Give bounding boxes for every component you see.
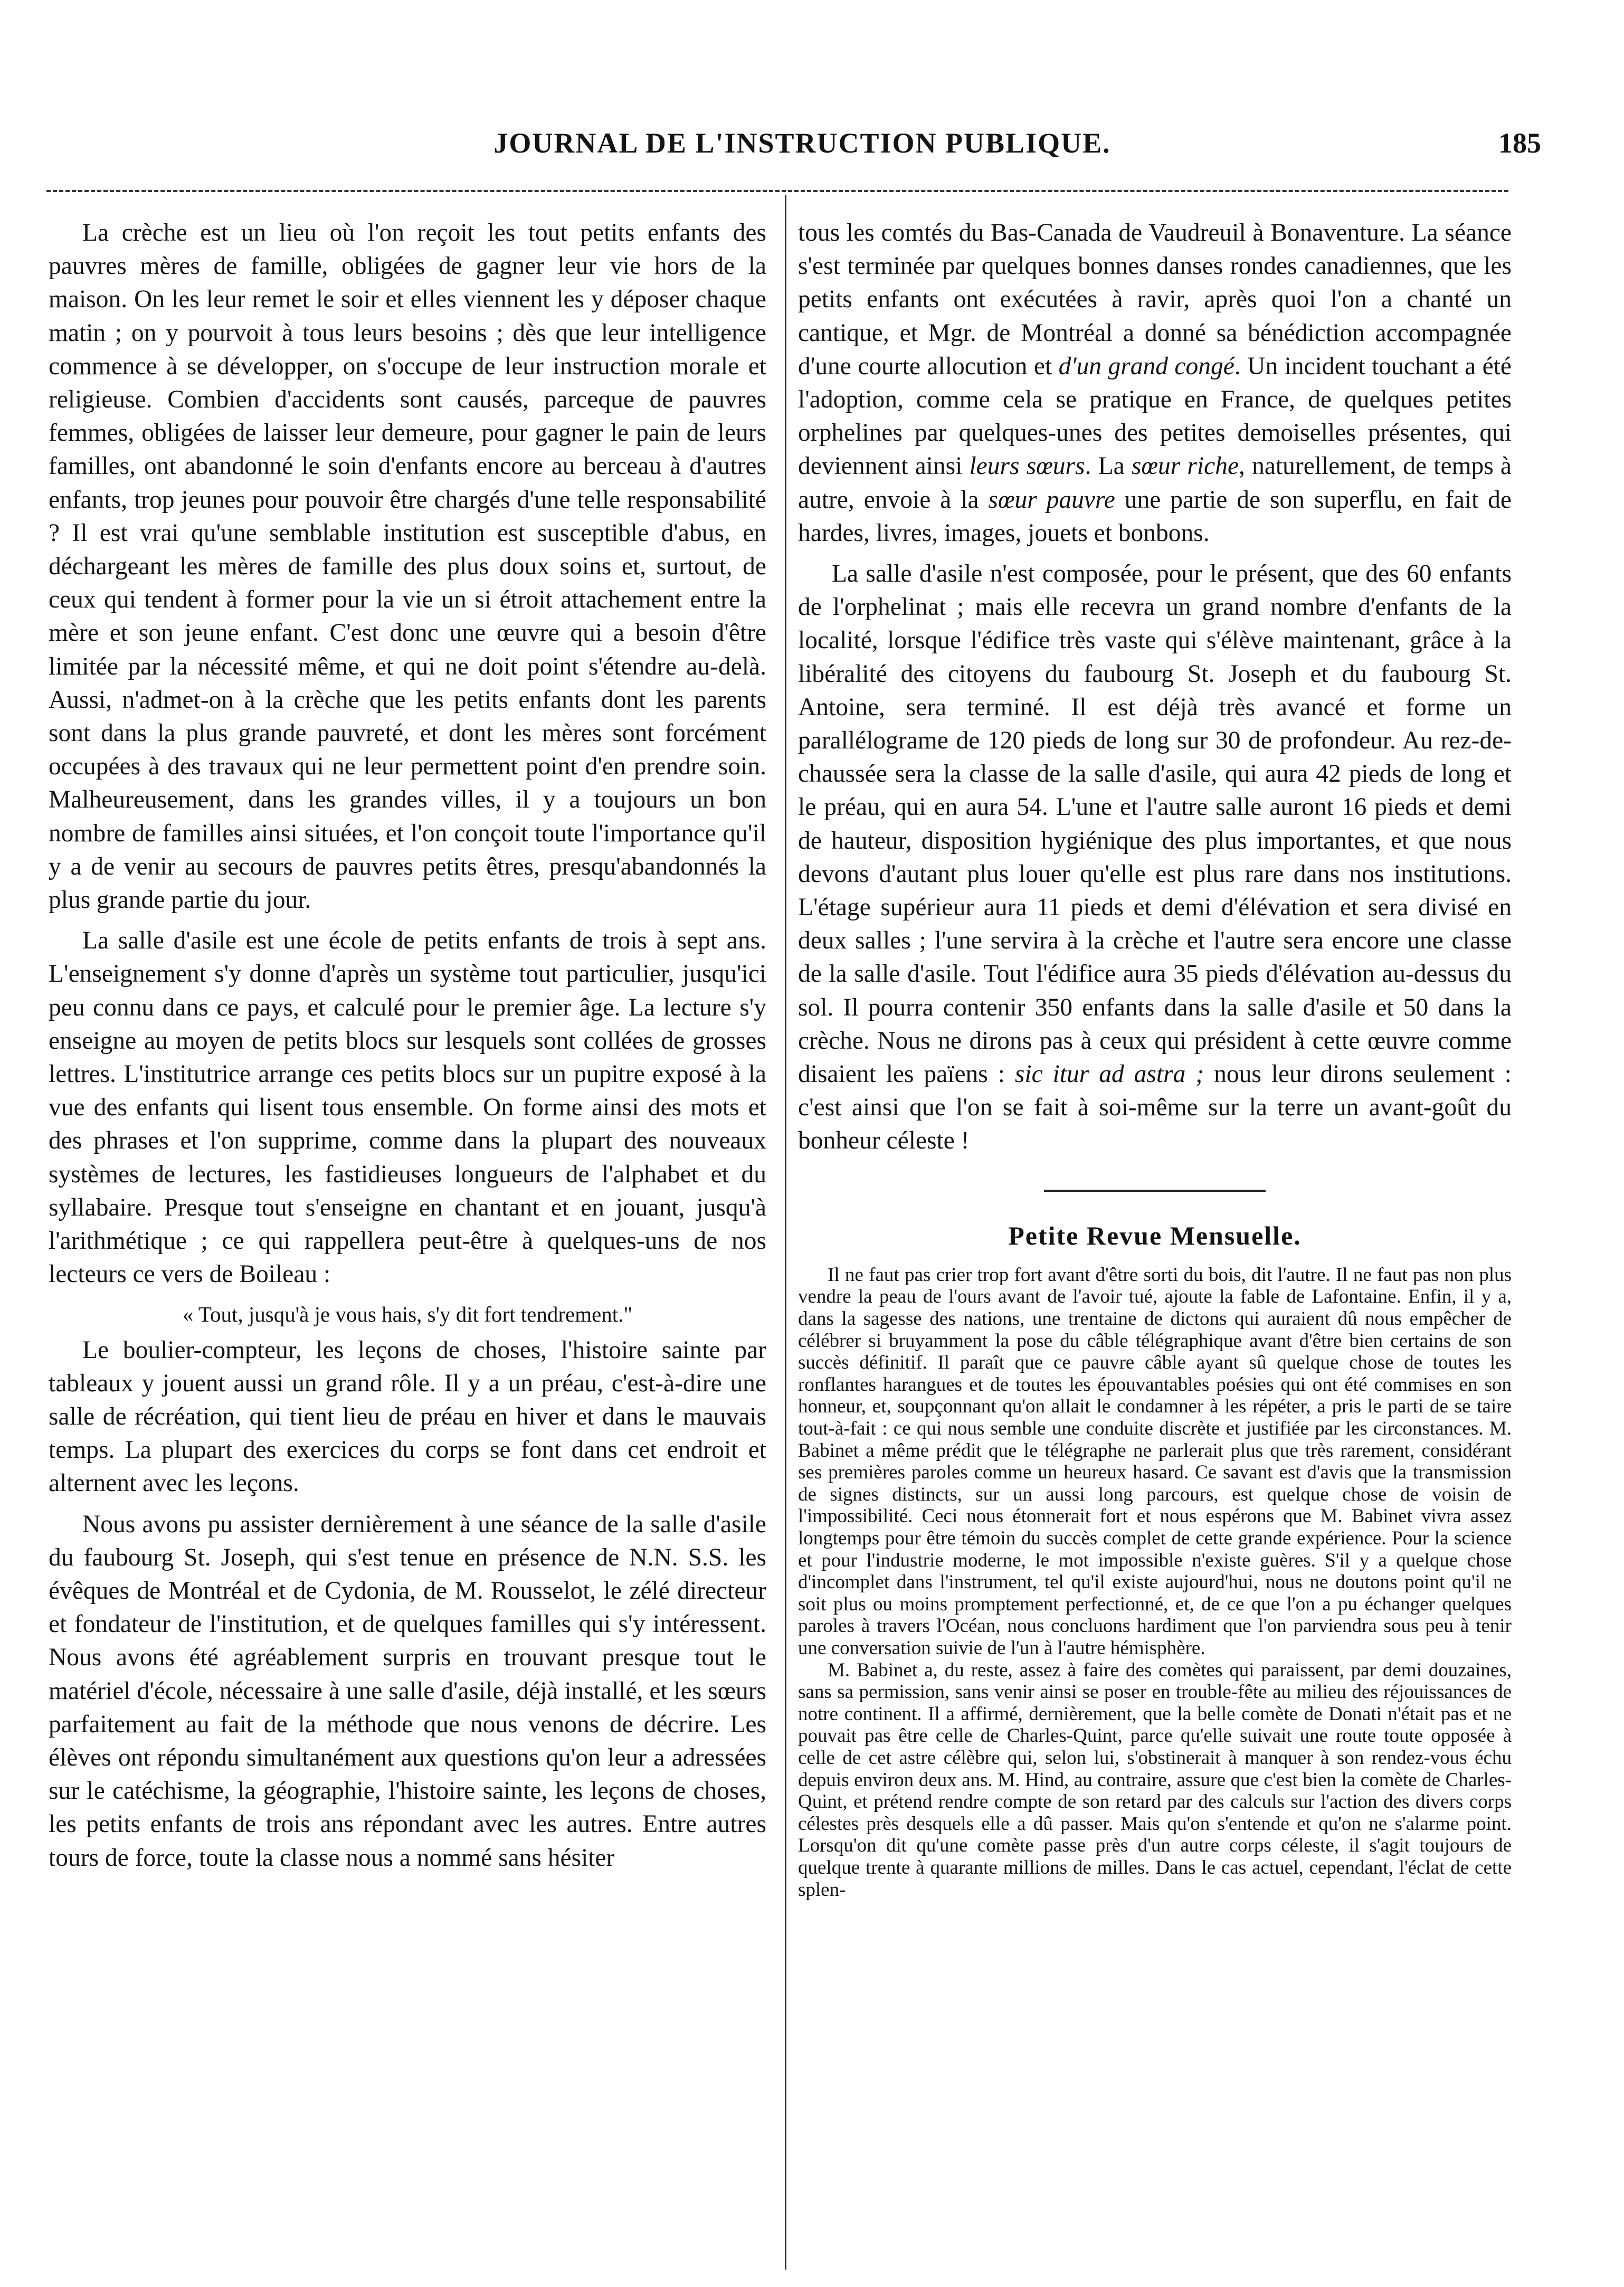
section-title: Petite Revue Mensuelle.: [1008, 1220, 1302, 1250]
page-number: 185: [1498, 127, 1541, 159]
paragraph-edifice: La salle d'asile n'est composée, pour le présent, que des 60 enfants de l'orphelinat ; mais elle recevra un grand nombre d'enfants de la localité, lorsque l'édifice très vaste qui s'élève maintenant, grâce à la libéralité des citoyens du faubourg St. Joseph et du faubourg St. Antoine, sera terminé. Il est déjà très avancé et forme un parallélograme de 120 pieds de long sur 30 de profondeur. Au rez-de-chaussée sera la classe de la salle d'asile, qui aura 42 pieds de long et le préau, qui en aura 54. L'une et l'autre salle auront 16 pieds et demi de hauteur, disposition hygiénique des plus importantes, et que nous devons d'autant plus louer qu'elle est plus rare dans nos institutions. L'étage supérieur aura 11 pieds et demi d'élévation et sera divisé en deux salles ; l'une servira à la crèche et l'autre sera encore une classe de la salle d'asile. Tout l'édifice aura 35 pieds d'élévation au-dessus du sol. Il pourra contenir 350 enfants dans la salle d'asile et 50 dans la crèche. Nous ne dirons pas à ceux qui président à cette œuvre comme disaient les païens : sic itur ad astra ; nous leur dirons seulement : c'est ainsi que l'on se fait à soi-même sur la terre un avant-goût du bonheur céleste !: [798, 560, 1512, 1155]
section-separator: [1044, 1190, 1266, 1192]
paragraph-boulier: Le boulier-compteur, les leçons de choses, l'histoire sainte par tableaux y jouent aussi un grand rôle. Il y a un préau, c'est-à-dire une salle de récréation, qui tient lieu de préau en hiver et dans le mauvais temps. La plupart des exercices du corps se font dans cet endroit et alternent avec les leçons.: [49, 1336, 766, 1497]
right-column: [798, 216, 1512, 1901]
paragraph-cable: Il ne faut pas crier trop fort avant d'être sorti du bois, dit l'autre. Il ne faut pas non plus vendre la peau de l'ours avant de l'avoir tué, ajoute la fable de Lafontaine. Enfin, il y a, dans la sagesse des nations, une trentaine de dictons qui auraient dû nous empêcher de célébrer si bruyamment la pose du câble télégraphique avant d'être bien certains de son succès définitif. Il paraît que ce pauvre câble ayant sû quelque chose de toutes les ronflantes harangues et de toutes les épouvantables poésies qui ont été commises en son honneur, et, soupçonnant qu'on allait le condamner à les répéter, a pris le parti de se taire tout-à-fait : ce qui nous semble une conduite discrète et justifiée par les circonstances. M. Babinet a même prédit que le télégraphe ne parlerait plus que très rarement, considérant ses premières paroles comme un heureux hasard. Ce savant est d'avis que la transmission de signes distincts, sur un aussi long parcours, est quelque chose de voisin de l'impossibilité. Ceci nous étonnerait fort et nous espérons que M. Babinet vivra assez longtemps pour être témoin du succès complet de cette grande expérience. Pour la science et pour l'industrie moderne, le mot impossible n'existe guères. S'il y a quelque chose d'incomplet dans l'instrument, tel qu'il existe aujourd'hui, nous ne doutons point qu'il ne soit plus ou moins promptement perfectionné, et, de ce que l'on a pu échanger quelques paroles à travers l'Océan, nous concluons hardiment que l'on parviendra sous peu à tenir une conversation suivie de l'un à l'autre hémisphère.: [798, 1264, 1512, 1659]
left-column: [49, 216, 766, 1875]
header-rule: [46, 190, 1508, 192]
paragraph-creche: La crèche est un lieu où l'on reçoit les tout petits enfants des pauvres mères de famille, obligées de gagner leur vie hors de la maison. On les leur remet le soir et elles viennent les y déposer chaque matin ; on y pourvoit à tous leurs besoins ; dès que leur intelligence commence à se développer, on s'occupe de leur instruction morale et religieuse. Combien d'accidents sont causés, parceque de pauvres femmes, obligées de laisser leur demeure, pour gagner le pain de leurs familles, ont abandonné le soin d'enfants encore au berceau à d'autres enfants, trop jeunes pour pouvoir être chargés d'une telle responsabilité ? Il est vrai qu'une semblable institution est susceptible d'abus, en déchargeant les mères de famille des plus doux soins et, surtout, de ceux qui tendent à former pour la vie un si étroit attachement entre la mère et son jeune enfant. C'est donc une œuvre qui a besoin d'être limitée par la nécessité même, et qui ne doit point s'étendre au-delà. Aussi, n'admet-on à la crèche que les petits enfants dont les parents sont dans la plus grande pauvreté, et dont les mères sont forcément occupées à des travaux qui ne leur permettent point d'en prendre soin. Malheureusement, dans les grandes villes, il y a toujours un bon nombre de familles ainsi situées, et l'on conçoit toute l'importance qu'il y a de venir au secours de pauvres petits êtres, presqu'abandonnés la plus grande partie du jour.: [49, 219, 766, 914]
column-divider: [785, 195, 786, 2270]
paragraph-salle-asile: La salle d'asile est une école de petits enfants de trois à sept ans. L'enseignement s'y donne d'après un système tout particulier, jusqu'ici peu connu dans ce pays, et calculé pour le premier âge. La lecture s'y enseigne au moyen de petits blocs sur lesquels sont collées de grosses lettres. L'institutrice arrange ces petits blocs sur un pupitre exposé à la vue des enfants qui lisent tous ensemble. On forme ainsi des mots et des phrases et l'on supprime, comme dans la plupart des nouveaux systèmes de lectures, les fastidieuses longueurs de l'alphabet et du syllabaire. Presque tout s'enseigne en chantant et en jouant, jusqu'à l'arithmétique ; ce qui rappellera peut-être à quelques-uns de nos lecteurs ce vers de Boileau :: [49, 927, 766, 1288]
page-header: [63, 127, 1541, 174]
paragraph-seance-continued: tous les comtés du Bas-Canada de Vaudreuil à Bonaventure. La séance s'est terminée par quelques bonnes danses rondes canadiennes, que les petits enfants ont exécutées à ravir, après quoi l'on a chanté un cantique, et Mgr. de Montréal a donné sa bénédiction accompagnée d'une courte allocution et d'un grand congé. Un incident touchant a été l'adoption, comme cela se pratique en France, de quelques petites orphelines par quelques-unes des petites demoiselles présentes, qui deviennent ainsi leurs sœurs. La sœur riche, naturellement, de temps à autre, envoie à la sœur pauvre une partie de son superflu, en fait de hardes, livres, images, jouets et bonbons.: [798, 219, 1512, 547]
journal-title: JOURNAL DE L'INSTRUCTION PUBLIQUE.: [493, 127, 1111, 159]
paragraph-cometes: M. Babinet a, du reste, assez à faire des comètes qui paraissent, par demi douzaines, sans sa permission, sans venir ainsi se poser en trouble-fête au milieu des réjouissances de notre continent. Il a affirmé, dernièrement, que la belle comète de Donati n'était pas et ne pouvait pas être celle de Charles-Quint, parce qu'elle suivait une route toute opposée à celle de cet astre célèbre qui, selon lui, s'obstinerait à manquer à son rendez-vous échu depuis environ deux ans. M. Hind, au contraire, assure que c'est bien la comète de Charles-Quint, et prétend rendre compte de son retard par des calculs sur l'action des divers corps célestes près desquels elle a dû passer. Mais qu'on s'entende et qu'on ne s'alarme point. Lorsqu'on dit qu'une comète passe près d'un autre corps céleste, il s'agit toujours de quelque trente à quarante millions de milles. Dans le cas actuel, cependant, l'éclat de cette splen-: [798, 1659, 1512, 1901]
paragraph-seance: Nous avons pu assister dernièrement à une séance de la salle d'asile du faubourg St. Joseph, qui s'est tenue en présence de N.N. S.S. les évêques de Montréal et de Cydonia, de M. Rousselot, le zélé directeur et fondateur de l'institution, et de quelques familles qui s'y intéressent. Nous avons été agréablement surpris en trouvant presque tout le matériel d'école, nécessaire à une salle d'asile, déjà installé, et les sœurs parfaitement au fait de la méthode que nous venons de décrire. Les élèves ont répondu simultanément aux questions qu'on leur a adressées sur le catéchisme, la géographie, l'histoire sainte, les leçons de choses, les petits enfants de trois ans répondant avec les autres. Entre autres tours de force, toute la classe nous a nommé sans hésiter: [49, 1510, 766, 1872]
boileau-quote: « Tout, jusqu'à je vous hais, s'y dit fort tendrement.": [182, 1302, 633, 1326]
revue-text: [798, 1264, 1512, 1901]
